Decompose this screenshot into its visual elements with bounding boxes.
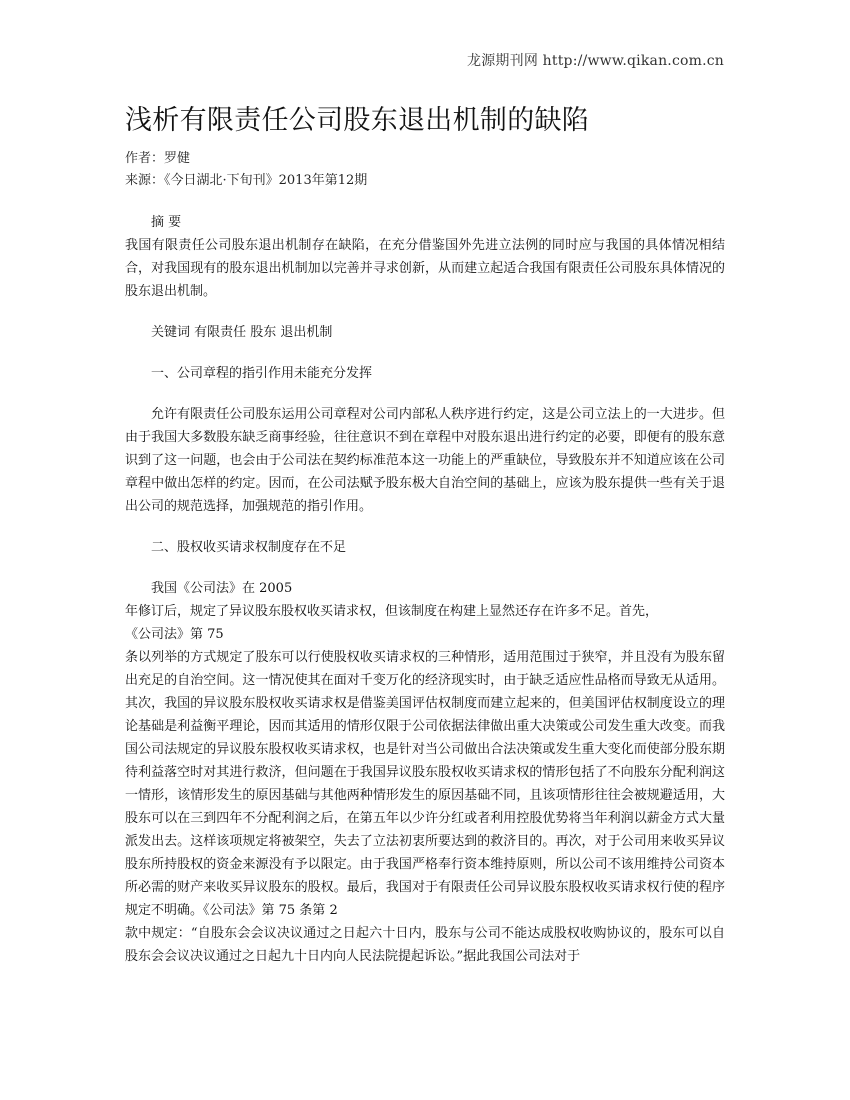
section1-body: 允许有限责任公司股东运用公司章程对公司内部私人秩序进行约定，这是公司立法上的一大进步。但由于我国大多数股东缺乏商事经验，往往意识不到在章程中对股东退出进行约定的必要，即便有的股东意识到了这一问题，也会由于公司法在契约标准范本这一功能上的严重缺位，导致股东并不知道应该在公司章程中做出怎样的约定。因而，在公司法赋予股东极大自治空间的基础上，应该为股东提供一些有关于退出公司的规范选择，加强规范的指引作用。 xyxy=(125,407,725,514)
section2-body2: 款中规定：“自股东会会议决议通过之日起六十日内，股东与公司不能达成股权收购协议的，股东可以自股东会会议决议通过之日起九十日内向人民法院提起诉讼。”据此我国公司法对于 xyxy=(125,926,725,964)
section1-heading: 一、公司章程的指引作用未能充分发挥 xyxy=(151,366,373,381)
abstract-body: 我国有限责任公司股东退出机制存在缺陷，在充分借鉴国外先进立法例的同时应与我国的具体情况相结合，对我国现有的股东退出机制加以完善并寻求创新，从而建立起适合我国有限责任公司股东具体情况的股东退出机制。 xyxy=(125,238,725,299)
article-meta xyxy=(125,148,367,192)
author-line: 作者：罗健 xyxy=(125,151,191,166)
source-line: 来源：《今日湖北·下旬刊》2013年第12期 xyxy=(125,173,368,188)
article-body xyxy=(125,211,725,968)
keywords: 关键词 有限责任 股东 退出机制 xyxy=(151,325,333,340)
section2-line2: 年修订后，规定了异议股东股权收买请求权，但该制度在构建上显然还存在许多不足。首先， xyxy=(125,604,659,619)
abstract-heading: 摘 要 xyxy=(151,215,182,230)
site-header: 龙源期刊网 http://www.qikan.com.cn xyxy=(467,53,724,69)
section2-line1: 我国《公司法》在 2005 xyxy=(151,581,293,596)
article-title: 浅析有限责任公司股东退出机制的缺陷 xyxy=(125,105,590,136)
section2-heading: 二、股权收买请求权制度存在不足 xyxy=(151,540,347,555)
section2-body1: 条以列举的方式规定了股东可以行使股权收买请求权的三种情形，适用范围过于狭窄，并且没有为股东留出充足的自治空间。这一情况使其在面对千变万化的经济现实时，由于缺乏适应性品格而导致无从适用。其次，我国的异议股东股权收买请求权是借鉴美国评估权制度而建立起来的，但美国评估权制度设立的理论基础是利益衡平理论，因而其适用的情形仅限于公司依据法律做出重大决策或公司发生重大改变。而我国公司法规定的异议股东股权收买请求权，也是针对当公司做出合法决策或发生重大变化而使部分股东期待利益落空时对其进行救济，但问题在于我国异议股东股权收买请求权的情形包括了不向股东分配利润这一情形，该情形发生的原因基础与其他两种情形发生的原因基础不同，且该项情形往往会被规避适用，大股东可以在三到四年不分配利润之后，在第五年以少许分红或者利用控股优势将当年利润以薪金方式大量派发出去。这样该项规定将被架空，失去了立法初衷所要达到的救济目的。再次，对于公司用来收买异议股东所持股权的资金来源没有予以限定。由于我国严格奉行资本维持原则，所以公司不该用维持公司资本所必需的财产来收买异议股东的股权。最后，我国对于有限责任公司异议股东股权收买请求权行使的程序规定不明确。《公司法》第 75 条第 2 xyxy=(125,650,725,918)
section2-line3: 《公司法》第 75 xyxy=(125,627,224,642)
